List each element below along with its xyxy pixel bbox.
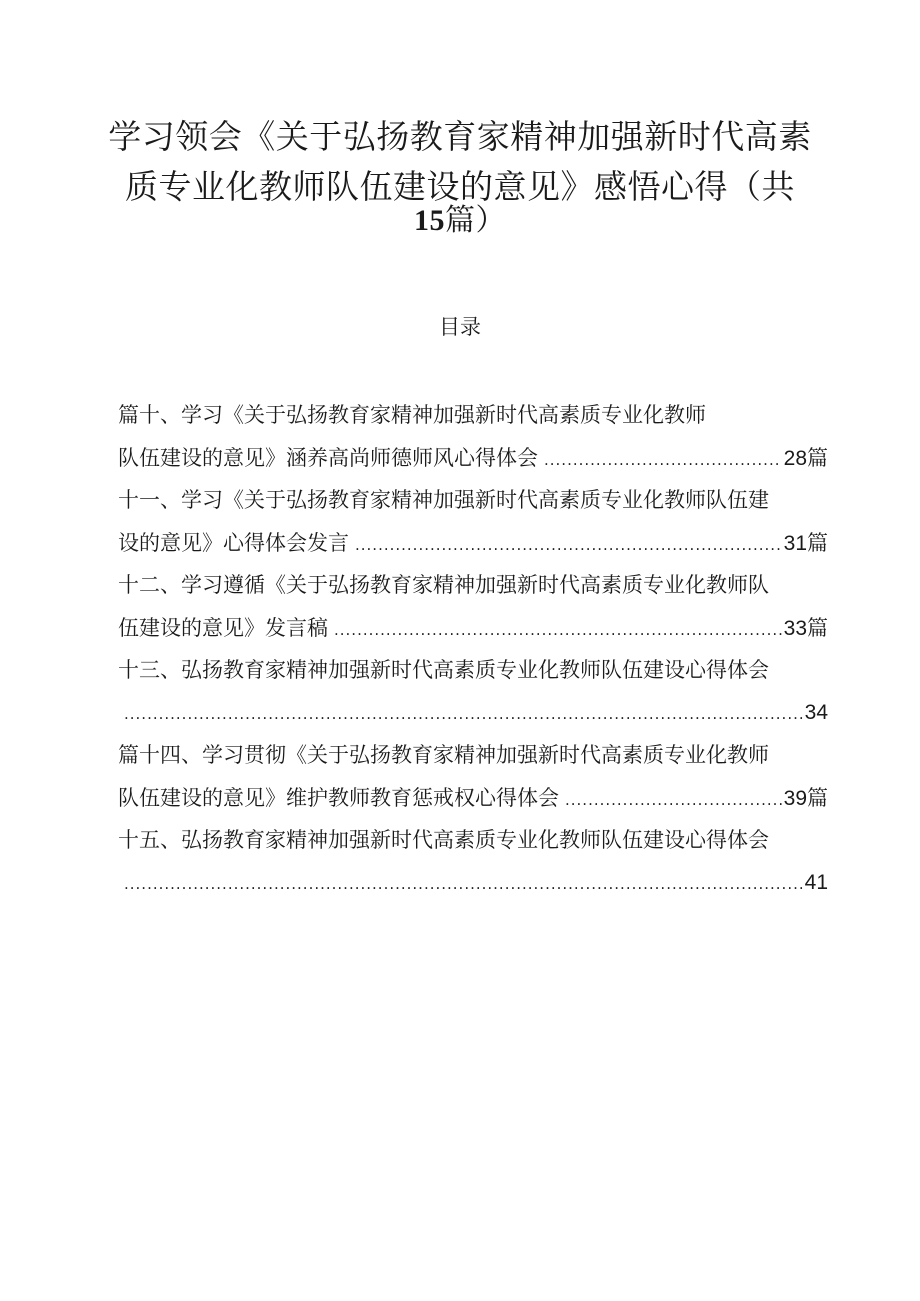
toc-entry-page: 31篇 — [783, 531, 828, 555]
toc-heading: 目录 — [439, 315, 481, 339]
document-title-count: 15 — [414, 204, 445, 237]
toc-entry[interactable] — [118, 568, 828, 653]
toc-leader-dots — [124, 867, 803, 901]
toc-entry-second-line — [118, 781, 828, 824]
toc-entry-second-line — [118, 441, 828, 484]
document-title-line-1: 学习领会《关于弘扬教育家精神加强新时代高素 — [108, 117, 812, 156]
toc-entry-first-line — [118, 398, 828, 441]
toc-entry-title-part-2: 队伍建设的意见》涵养高尚师德师风心得体会 — [118, 445, 538, 470]
toc-entry-page: 41 — [804, 870, 828, 894]
toc-entry-second-line — [118, 696, 828, 739]
toc-entry-first-line — [118, 738, 828, 781]
toc-entry-title-part-1: 十三、弘扬教育家精神加强新时代高素质专业化教师队伍建设心得体会 — [118, 658, 769, 682]
toc-entry-first-line — [118, 823, 828, 866]
toc-entry-page: 34 — [804, 700, 828, 724]
toc-entry-title-part-1: 十一、学习《关于弘扬教育家精神加强新时代高素质专业化教师队伍建 — [118, 488, 769, 512]
toc-entry-page: 28篇 — [783, 446, 828, 470]
toc-entry[interactable] — [118, 823, 828, 908]
toc-entry-second-line — [118, 866, 828, 909]
toc-entry[interactable] — [118, 483, 828, 568]
toc-entry-title-part-2: 伍建设的意见》发言稿 — [118, 615, 328, 640]
toc-entry-first-line — [118, 483, 828, 526]
toc-leader-dots — [565, 783, 782, 817]
toc-entry-page: 33篇 — [783, 616, 828, 640]
toc-entry-title-part-1: 篇十四、学习贯彻《关于弘扬教育家精神加强新时代高素质专业化教师 — [118, 743, 769, 767]
toc-entry-title-part-1: 十二、学习遵循《关于弘扬教育家精神加强新时代高素质专业化教师队 — [118, 573, 769, 597]
toc-entry-title-part-2: 队伍建设的意见》维护教师教育惩戒权心得体会 — [118, 785, 559, 810]
toc-entry-first-line — [118, 568, 828, 611]
toc-entry[interactable] — [118, 653, 828, 738]
document-title-line-3 — [90, 196, 830, 246]
toc-leader-dots — [334, 613, 782, 647]
toc-entry-second-line — [118, 611, 828, 654]
toc-leader-dots — [124, 697, 803, 731]
toc-entry-title-part-1: 十五、弘扬教育家精神加强新时代高素质专业化教师队伍建设心得体会 — [118, 828, 769, 852]
document-title-suffix: 篇） — [445, 203, 506, 238]
toc-entry[interactable] — [118, 738, 828, 823]
toc-entry-title-part-2: 设的意见》心得体会发言 — [118, 530, 349, 555]
toc-leader-dots — [355, 528, 782, 562]
toc-entry[interactable] — [118, 398, 828, 483]
toc-entry-page: 39篇 — [783, 786, 828, 810]
toc-entry-title-part-1: 篇十、学习《关于弘扬教育家精神加强新时代高素质专业化教师 — [118, 403, 706, 427]
toc-entry-first-line — [118, 653, 828, 696]
document-title-line-2: 质专业化教师队伍建设的意见》感悟心得（共 — [125, 167, 795, 206]
table-of-contents — [118, 398, 828, 908]
toc-entry-second-line — [118, 526, 828, 569]
toc-leader-dots — [544, 443, 782, 477]
